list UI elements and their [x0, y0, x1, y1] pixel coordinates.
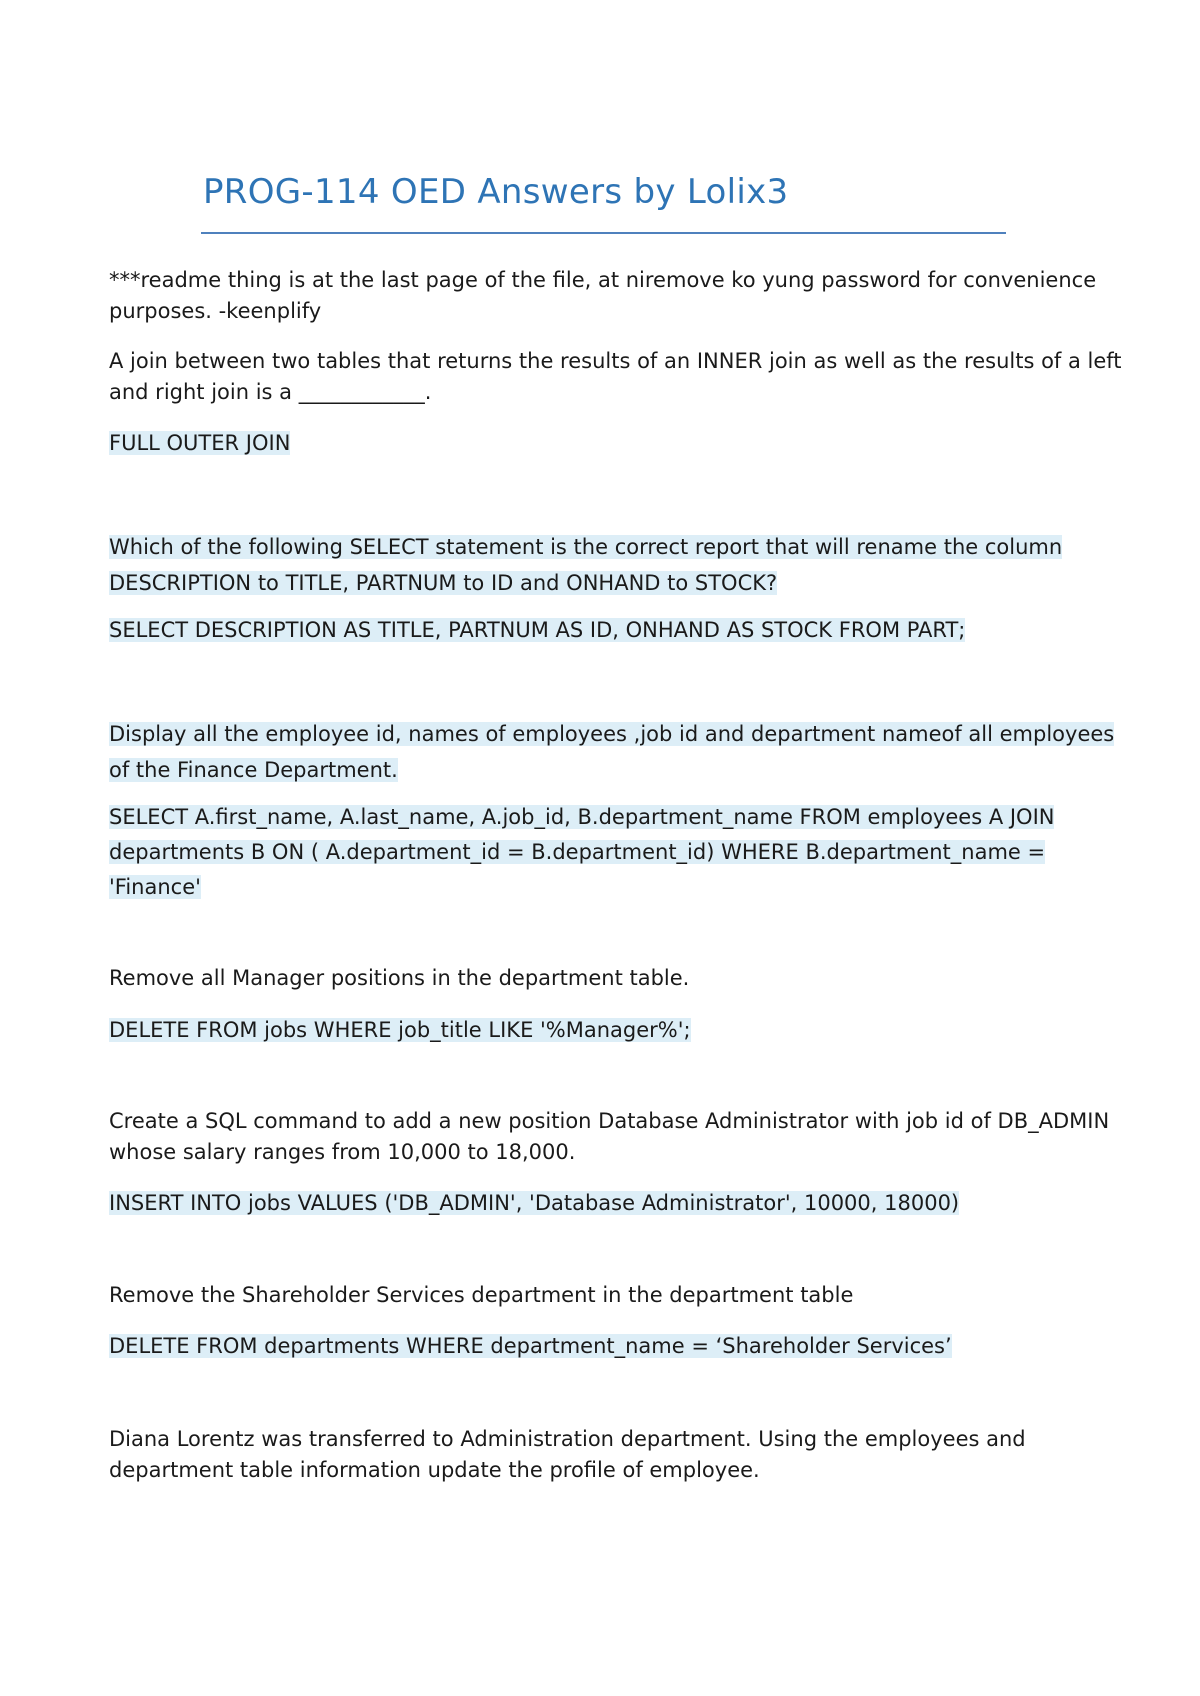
question-5: [109, 1106, 1109, 1168]
question-line: department table information update the profile of employee.: [109, 1458, 760, 1482]
document-title: PROG-114 OED Answers by Lolix3: [203, 172, 789, 212]
question-6: [109, 1280, 1109, 1311]
title-underline: [201, 232, 1006, 234]
question-line: Diana Lorentz was transferred to Administration department. Using the employees and: [109, 1427, 1026, 1451]
answer-line: 'Finance': [109, 875, 201, 899]
answer-line: SELECT A.first_name, A.last_name, A.job_id, B.department_name FROM employees A JOIN: [109, 805, 1055, 829]
answer-6: [109, 1331, 1109, 1362]
answer-line: FULL OUTER JOIN: [109, 431, 291, 455]
readme-note: [109, 265, 1109, 327]
question-line: A join between two tables that returns the results of an INNER join as well as the results of a left: [109, 349, 1122, 373]
question-line: of the Finance Department.: [109, 758, 398, 782]
answer-line: DELETE FROM jobs WHERE job_title LIKE '%Manager%';: [109, 1018, 691, 1042]
answer-4: [109, 1015, 1109, 1046]
answer-line: INSERT INTO jobs VALUES ('DB_ADMIN', 'Database Administrator', 10000, 18000): [109, 1191, 960, 1215]
question-4: [109, 963, 1109, 994]
question-line: Remove the Shareholder Services department in the department table: [109, 1283, 854, 1307]
readme-line: ***readme thing is at the last page of the file, at niremove ko yung password for convenience: [109, 268, 1097, 292]
answer-3: [109, 800, 1109, 905]
question-3: [109, 716, 1115, 788]
question-1: [109, 346, 1122, 408]
question-line: Remove all Manager positions in the department table.: [109, 966, 690, 990]
question-line: Display all the employee id, names of employees ,job id and department nameof all employees: [109, 722, 1115, 746]
question-7: [109, 1424, 1109, 1486]
answer-line: DELETE FROM departments WHERE department_name = ‘Shareholder Services’: [109, 1334, 952, 1358]
answer-5: [109, 1188, 1109, 1219]
question-line: DESCRIPTION to TITLE, PARTNUM to ID and ONHAND to STOCK?: [109, 571, 778, 595]
question-line: whose salary ranges from 10,000 to 18,000.: [109, 1140, 576, 1164]
question-line: Create a SQL command to add a new position Database Administrator with job id of DB_ADMIN: [109, 1109, 1110, 1133]
question-line: Which of the following SELECT statement is the correct report that will rename the column: [109, 535, 1063, 559]
readme-line: purposes. -keenplify: [109, 299, 322, 323]
question-2: [109, 529, 1109, 601]
answer-1: [109, 428, 1109, 459]
answer-line: departments B ON ( A.department_id = B.department_id) WHERE B.department_name =: [109, 840, 1046, 864]
answer-line: SELECT DESCRIPTION AS TITLE, PARTNUM AS ID, ONHAND AS STOCK FROM PART;: [109, 618, 966, 642]
question-line: and right join is a ____________.: [109, 380, 432, 404]
answer-2: [109, 615, 1109, 646]
